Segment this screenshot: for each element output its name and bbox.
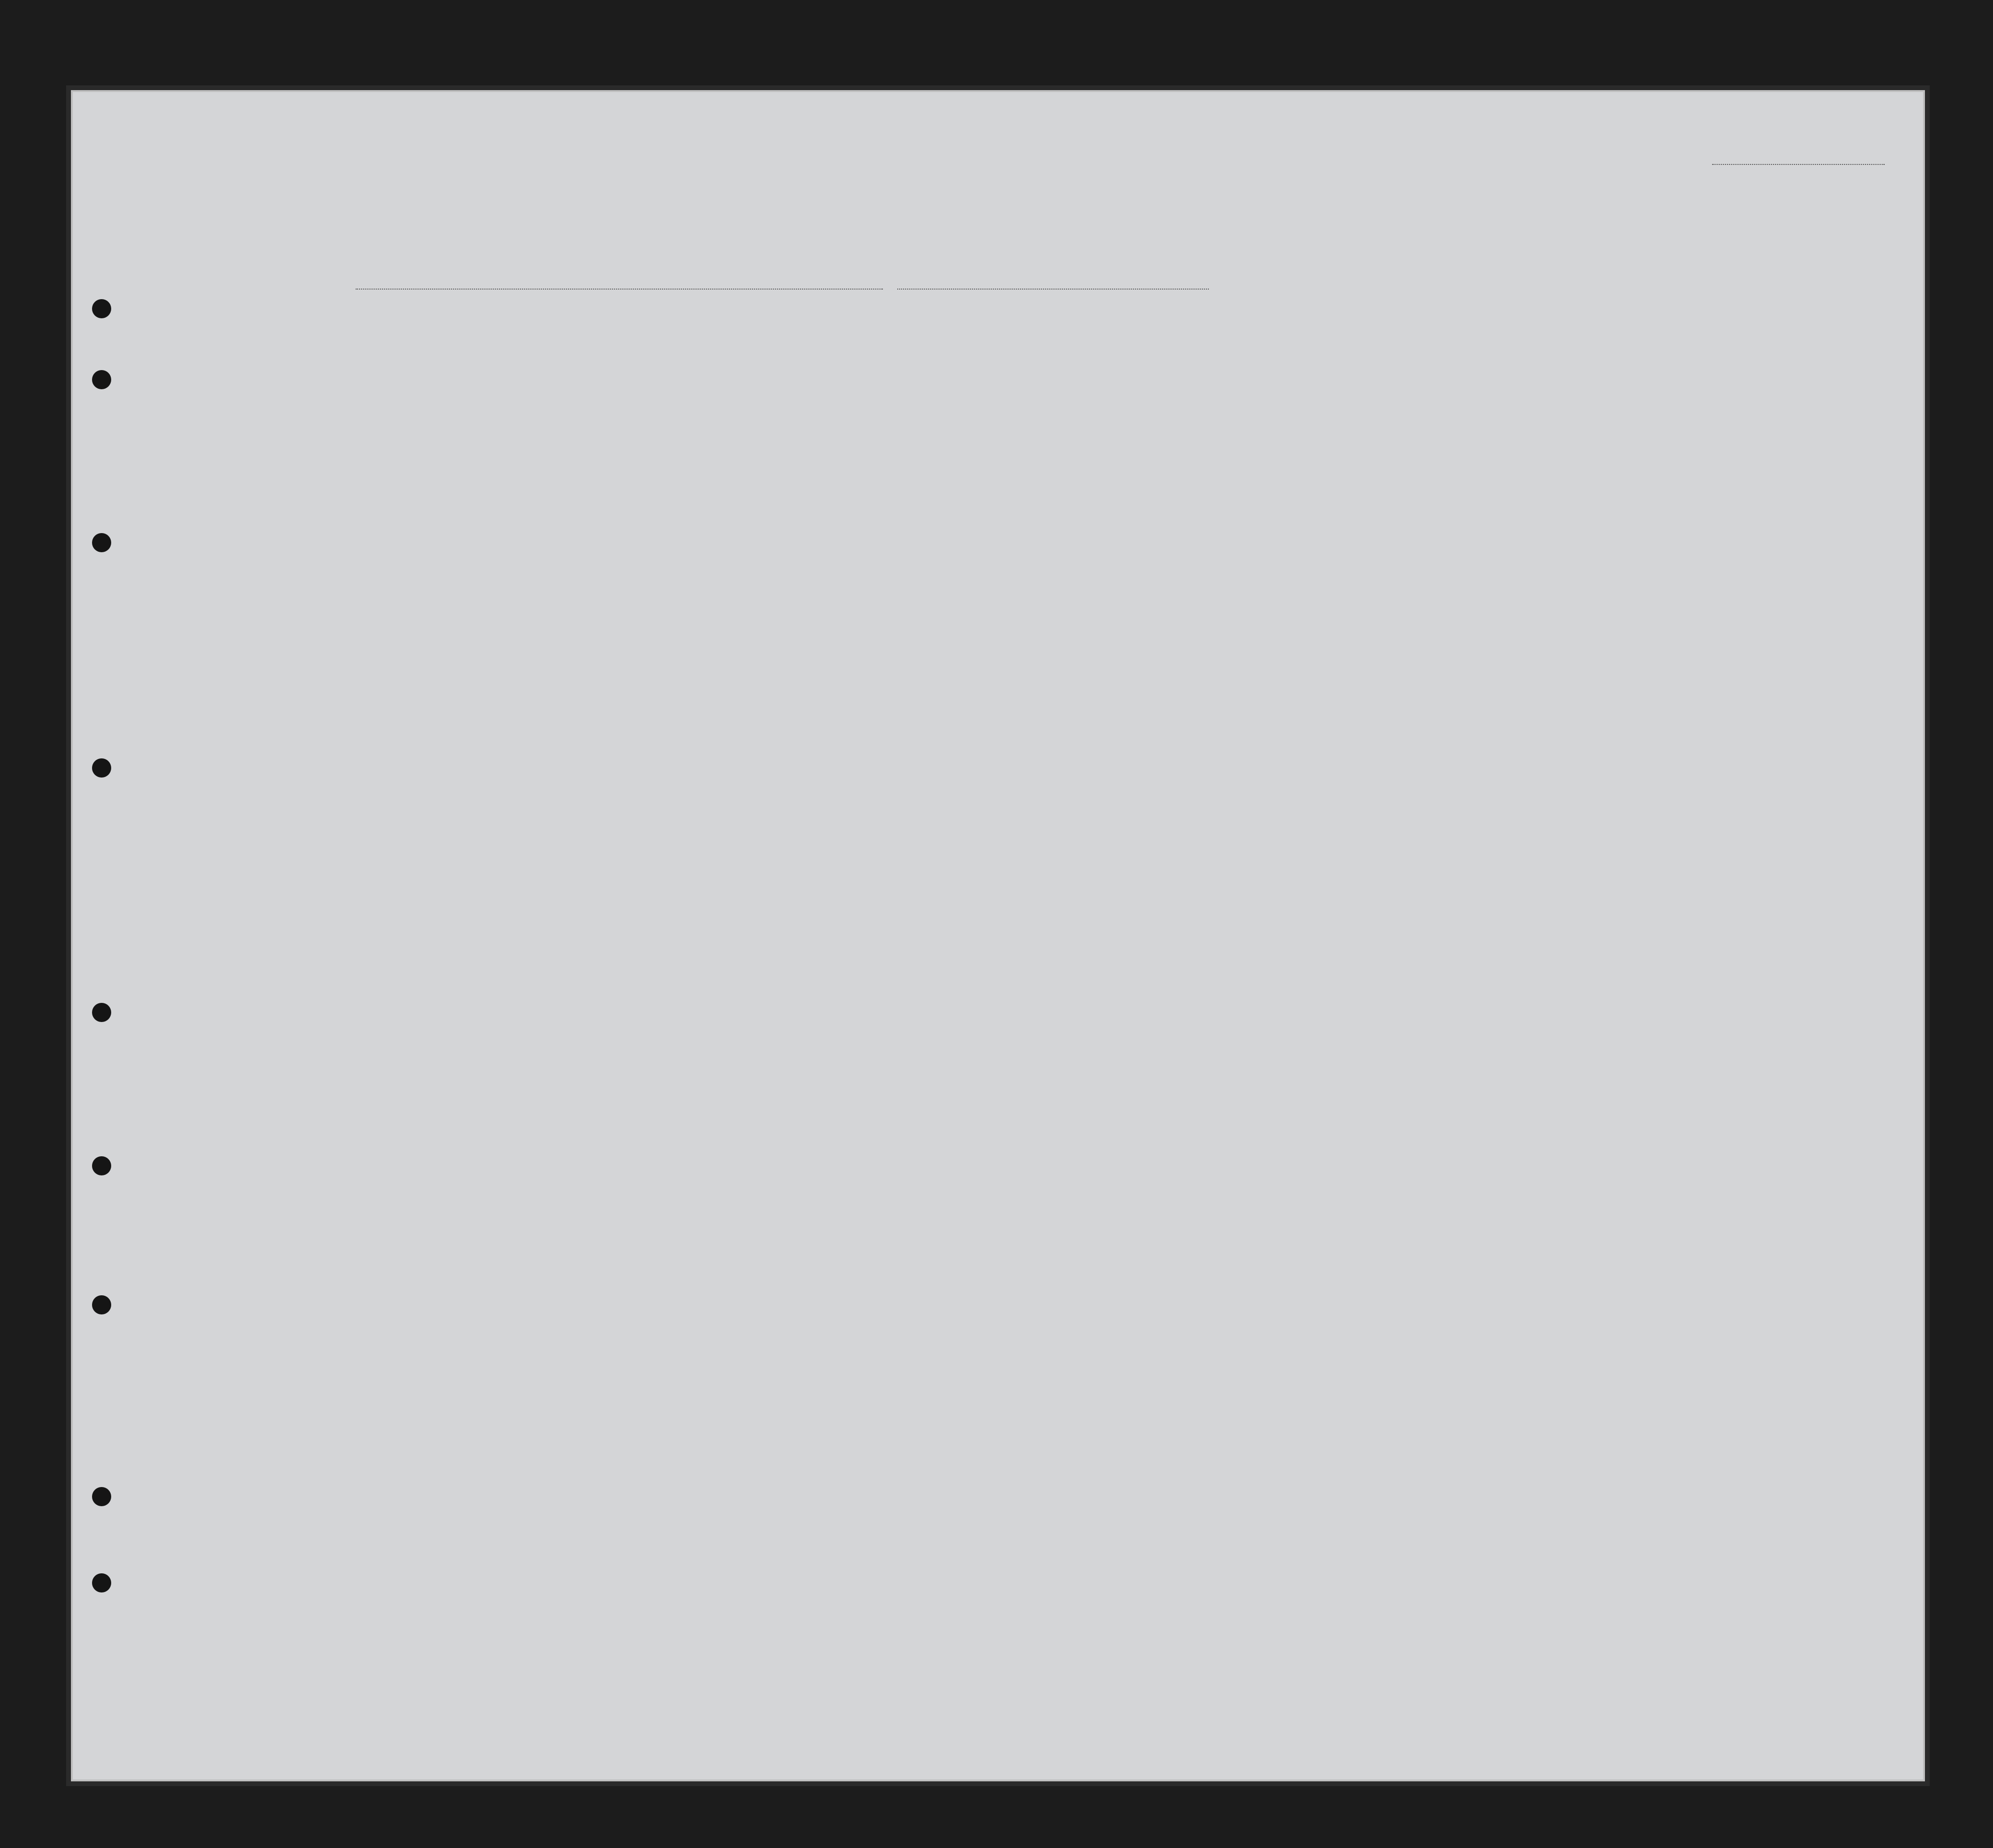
binder-hole	[92, 299, 111, 318]
binder-hole	[92, 1487, 111, 1506]
binder-hole	[92, 1003, 111, 1022]
binder-hole	[92, 758, 111, 778]
date-line	[897, 289, 1209, 290]
binder-hole	[92, 370, 111, 389]
manifest-sheet	[71, 90, 1925, 1781]
binder-hole	[92, 1156, 111, 1175]
binder-hole	[92, 1573, 111, 1592]
port-line	[356, 289, 883, 290]
binder-hole	[92, 533, 111, 552]
list-line	[1712, 164, 1885, 165]
binder-hole	[92, 1295, 111, 1314]
